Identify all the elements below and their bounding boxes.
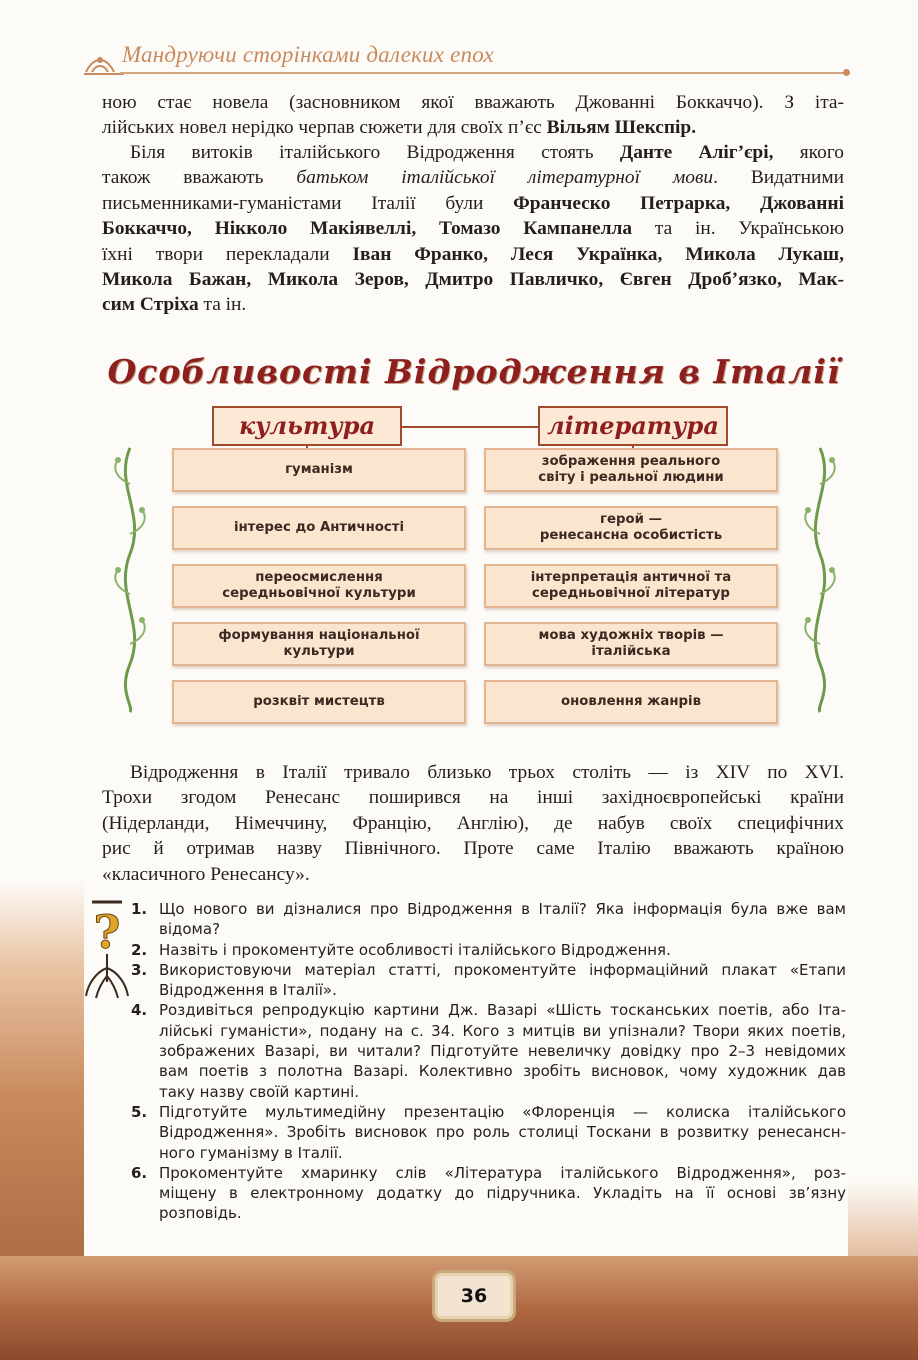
right-vine-icon [794,444,846,714]
header-rule-dot [843,69,850,76]
column-header-culture: культура [212,406,402,446]
p2-line-2: також вважають батьком італійської літературної мови. Видатними [102,167,844,189]
p3-line: Трохи згодом Ренесанс поширився на інші західноєвропейські країни [102,787,844,809]
question-item: 2. Назвіть і прокоментуйте особливості італійського Відродження. [131,940,671,959]
culture-item: інтерес до Античності [172,506,466,550]
intro-paragraph [102,90,844,141]
page-number-frame [432,1270,516,1322]
p3-line: «класичного Ренесансу». [102,863,310,885]
question-mark-icon [82,896,132,1000]
p2-line-4: Боккаччо, Нікколо Макіявеллі, Томазо Кампанелла та ін. Українською [102,218,844,240]
questions-list [128,899,846,1224]
p2-line-1: Біля витоків італійського Відродження стоять Данте Аліг’єрі, якого [130,142,844,163]
p2-line-5: їхні твори перекладали Іван Франко, Леся Українка, Микола Лукаш, [102,243,844,265]
question-item: 1. Що нового ви дізналися про Відродження в Італії? Яка інформація була вже вам відома? [131,900,846,939]
culture-item: формування національної культури [172,622,466,666]
literature-item: інтерпретація античної та середньовічної літератур [484,564,778,608]
running-header [84,38,854,82]
infographic-title: Особливості Відродження в Італії [107,352,841,391]
literature-item: мова художніх творів — італійська [484,622,778,666]
question-item: 6. Прокоментуйте хмаринку слів «Література італійського Відродження», роз- міщену в електронному додатку до підручника. Укладіть на її основі зв’язну розповідь. [131,1163,846,1223]
literature-item: оновлення жанрів [484,680,778,724]
paragraph-2 [102,140,844,318]
header-rule [120,72,848,74]
question-item: 4. Роздивіться репродукцію картини Дж. Вазарі «Шість тосканських поетів, або Іта- лійські гуманісти», подану на с. 34. Кого з митців ви упізнали? Твори яких поетів, зображених Вазарі, ви читали? Підготуйте невеличку довідку про 2–3 невідомих вам поетів з полотна Вазарі. Колективно зробіть висновок, чому художник дав таку назву своїй картині. [131,1001,846,1101]
p3-line: (Нідерланди, Німеччину, Францію, Англію), де набув своїх специфічних [102,812,844,834]
svg-text:?: ? [93,905,121,959]
page-number: 36 [460,1285,488,1307]
header-connector [402,426,538,428]
p2-line-3: письменниками-гуманістами Італії були Франческо Петрарка, Джованні [102,192,844,214]
intro-line-2: лійських новел нерідко черпав сюжети для своїх п’єс Вільям Шекспір. [102,117,697,139]
flourish-icon [84,50,124,78]
infographic [100,340,848,740]
p2-line-6: Микола Бажан, Микола Зеров, Дмитро Павличко, Євген Дроб’язко, Мак- [102,268,844,290]
paragraph-3 [102,760,844,887]
column-header-literature: література [538,406,728,446]
left-vine-icon [104,444,156,714]
culture-item: гуманізм [172,448,466,492]
culture-item: розквіт мистецтв [172,680,466,724]
p2-line-7: сим Стріха та ін. [102,294,247,316]
question-item: 5. Підготуйте мультимедійну презентацію «Флоренція — колиска італійського Відродження». Зробіть висновок про роль столиці Тоскани в розвитку ренесансн- ного гуманізму в Італії. [131,1102,846,1162]
intro-line-1: ною стає новела (засновником якої вважають Джованні Боккаччо). З іта- [102,92,844,113]
literature-item: герой — ренесансна особистість [484,506,778,550]
p3-line: Відродження в Італії тривало близько трьох століть — із XIV по XVI. [130,762,844,783]
p3-line: рис й отримав назву Північного. Проте саме Італію вважають країною [102,838,844,860]
running-title: Мандруючи сторінками далеких епох [122,42,494,67]
culture-item: переосмислення середньовічної культури [172,564,466,608]
question-item: 3. Використовуючи матеріал статті, прокоментуйте інформаційний плакат «Етапи Відродження в Італії». [131,960,846,1000]
literature-item: зображення реального світу і реальної людини [484,448,778,492]
